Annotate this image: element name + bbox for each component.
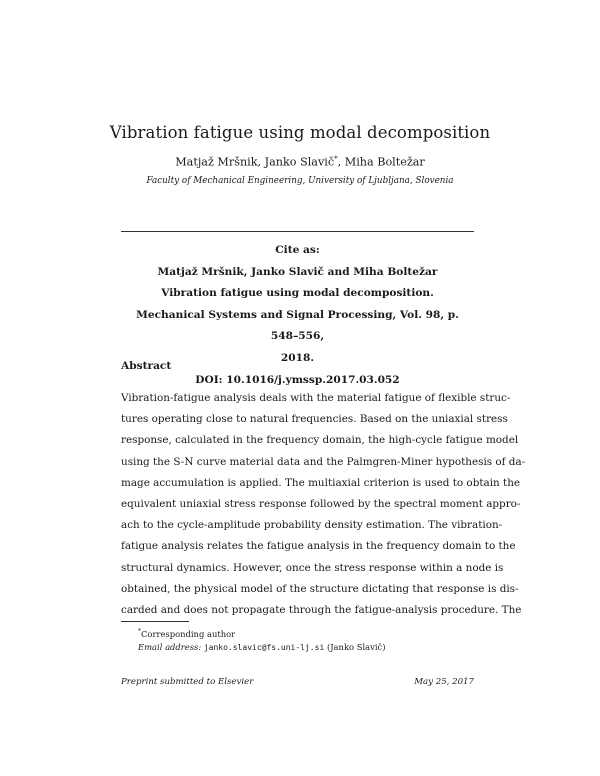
cite-authors: Matjaž Mršnik, Janko Slavič and Miha Boltežar <box>157 265 438 278</box>
cite-top-rule <box>121 231 474 232</box>
cite-year: 2018. <box>280 351 315 364</box>
author-names: Matjaž Mršnik, Janko Slavič <box>175 155 335 169</box>
abstract-line: fatigue analysis relates the fatigue analysis in the frequency domain to the <box>121 540 516 553</box>
footnote-mark: * <box>138 628 141 635</box>
email-owner: (Janko Slavič) <box>326 641 386 652</box>
abstract-line: Vibration-fatigue analysis deals with the material fatigue of flexible struc- <box>121 392 511 404</box>
cite-title: Vibration fatigue using modal decomposition. <box>161 287 434 300</box>
author-list <box>0 155 600 169</box>
abstract-line: obtained, the physical model of the structure dictating that response is dis- <box>121 582 519 595</box>
abstract-line: ach to the cycle-amplitude probability density estimation. The vibration- <box>121 519 503 532</box>
paper-title: Vibration fatigue using modal decomposition <box>109 123 491 142</box>
email-link[interactable]: janko.slavic@fs.uni-lj.si <box>203 642 325 652</box>
footnote-corresponding-text: Corresponding author <box>141 628 236 639</box>
email-label: Email address: <box>138 641 202 652</box>
abstract-body <box>121 388 526 621</box>
footnote-corresponding <box>138 625 386 641</box>
footnote <box>138 625 386 654</box>
cite-journal: Mechanical Systems and Signal Processing, Vol. 98, p. 548–556, <box>136 308 459 343</box>
cite-heading: Cite as: <box>275 244 320 256</box>
abstract-line: equivalent uniaxial stress response followed by the spectral moment appro- <box>121 498 521 511</box>
abstract-heading: Abstract <box>121 360 172 372</box>
abstract-line: tures operating close to natural frequencies. Based on the uniaxial stress <box>121 413 508 426</box>
abstract-line: carded and does not propagate through the fatigue-analysis procedure. The <box>121 604 522 617</box>
abstract-line: using the S-N curve material data and the Palmgren-Miner hypothesis of da- <box>121 455 526 468</box>
author-names-tail: , Miha Boltežar <box>337 155 425 169</box>
cite-doi: DOI: 10.1016/j.ymssp.2017.03.052 <box>195 373 400 386</box>
abstract-line: structural dynamics. However, once the stress response within a node is <box>121 561 504 574</box>
footnote-rule <box>121 621 189 622</box>
footnote-email-line <box>138 641 386 654</box>
corresponding-author-mark: * <box>334 155 338 163</box>
abstract-line: response, calculated in the frequency domain, the high-cycle fatigue model <box>121 434 519 447</box>
abstract-line: mage accumulation is applied. The multiaxial criterion is used to obtain the <box>121 476 521 489</box>
footer-date: May 25, 2017 <box>414 677 474 687</box>
footer-preprint-note: Preprint submitted to Elsevier <box>121 677 254 687</box>
affiliation: Faculty of Mechanical Engineering, University of Ljubljana, Slovenia <box>146 176 454 186</box>
cite-block <box>121 240 474 391</box>
